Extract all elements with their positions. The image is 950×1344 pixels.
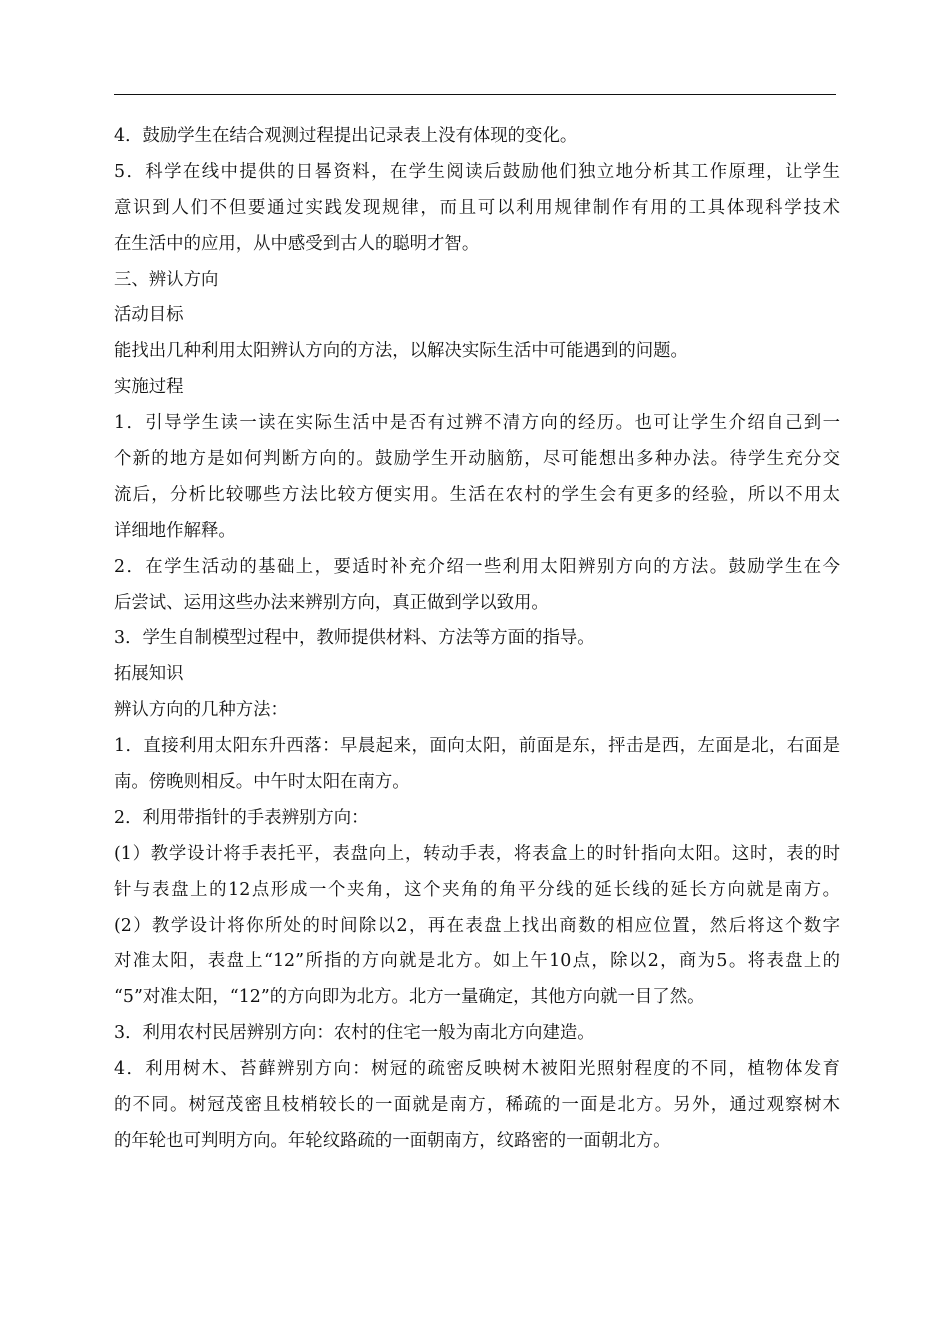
text-line: 的不同。树冠茂密且枝梢较长的一面就是南方，稀疏的一面是北方。另外，通过观察树木 — [114, 1095, 840, 1116]
subheading: 活动目标 — [114, 305, 184, 326]
text-line: 能找出几种利用太阳辨认方向的方法，以解决实际生活中可能遇到的问题。 — [114, 341, 688, 362]
document-body — [114, 119, 840, 1160]
text-line: 辨认方向的几种方法： — [114, 700, 288, 721]
text-line: 3．利用农村民居辨别方向：农村的住宅一般为南北方向建造。 — [114, 1023, 595, 1044]
subheading: 拓展知识 — [114, 664, 184, 685]
header-divider — [114, 94, 836, 95]
text-line: 4．鼓励学生在结合观测过程提出记录表上没有体现的变化。 — [114, 126, 578, 146]
text-line: 2．利用带指针的手表辨别方向： — [114, 807, 369, 828]
text-line: 2．在学生活动的基础上，要适时补充介绍一些利用太阳辨别方向的方法。鼓励学生在今 — [114, 556, 840, 577]
text-line: “5”对准太阳，“12”的方向即为北方。北方一量确定，其他方向就一目了然。 — [114, 987, 705, 1008]
text-line: 详细地作解释。 — [114, 520, 236, 541]
subheading: 实施过程 — [114, 377, 184, 398]
text-line: 对准太阳，表盘上“12”所指的方向就是北方。如上午10点，除以2，商为5。将表盘上的 — [114, 951, 840, 972]
text-line: 意识到人们不但要通过实践发现规律，而且可以利用规律制作有用的工具体现科学技术 — [114, 197, 840, 218]
text-line: 南。傍晚则相反。中午时太阳在南方。 — [114, 772, 410, 793]
text-line: 3．学生自制模型过程中，教师提供材料、方法等方面的指导。 — [114, 628, 595, 649]
text-line: 流后，分析比较哪些方法比较方便实用。生活在农村的学生会有更多的经验，所以不用太 — [114, 484, 840, 505]
text-line: (2）教学设计将你所处的时间除以2，再在表盘上找出商数的相应位置，然后将这个数字 — [114, 915, 840, 936]
text-line: 在生活中的应用，从中感受到古人的聪明才智。 — [114, 233, 480, 254]
text-line: 1．直接利用太阳东升西落：早晨起来，面向太阳，前面是东，抨击是西，左面是北，右面是 — [114, 736, 840, 757]
text-line: 个新的地方是如何判断方向的。鼓励学生开动脑筋，尽可能想出多种办法。待学生充分交 — [114, 449, 840, 470]
text-line: (1）教学设计将手表托平，表盘向上，转动手表，将表盒上的时针指向太阳。这时，表的时 — [114, 843, 840, 864]
text-line: 的年轮也可判明方向。年轮纹路疏的一面朝南方，纹路密的一面朝北方。 — [114, 1130, 671, 1151]
text-line: 4．利用树木、苔藓辨别方向：树冠的疏密反映树木被阳光照射程度的不同，植物体发育 — [114, 1059, 840, 1080]
text-line: 1．引导学生读一读在实际生活中是否有过辨不清方向的经历。也可让学生介绍自己到一 — [114, 413, 840, 434]
text-line: 针与表盘上的12点形成一个夹角，这个夹角的角平分线的延长线的延长方向就是南方。 — [114, 879, 840, 900]
text-line: 后尝试、运用这些办法来辨别方向，真正做到学以致用。 — [114, 592, 549, 613]
text-line: 5．科学在线中提供的日晷资料，在学生阅读后鼓励他们独立地分析其工作原理，让学生 — [114, 161, 840, 182]
section-heading: 三、辨认方向 — [114, 269, 219, 290]
